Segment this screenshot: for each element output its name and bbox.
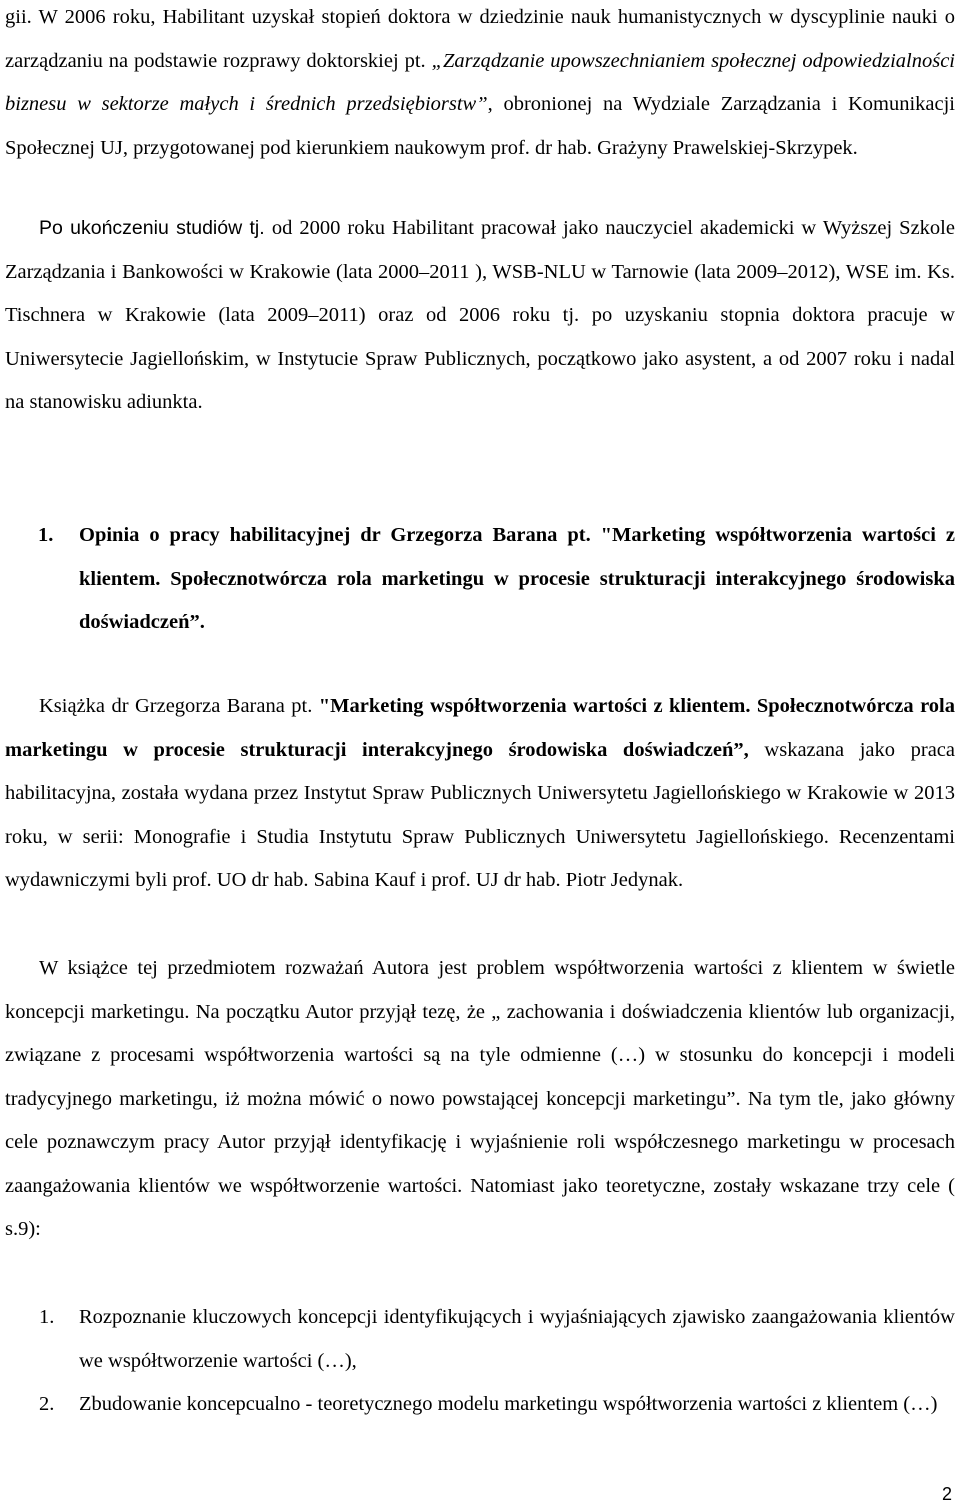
paragraph-text: od 2000 roku Habilitant pracował jako nauczyciel akademicki w Wyższej Szkole Zarządzania i Bankowości w Krakowie (lata 2000–2011 ), WSB-NLU w Tarnowie (lata 2009–2012), WSE im. Ks. Tischnera w Krakowie (lata 2009–2011) oraz od 2006 roku tj. po uzyskaniu stopnia doktora pracuje w Uniwersytecie Jagiellońskim, w Instytucie Spraw Publicznych, początkowo jako asystent, a od 2007 roku i nadal na stanowisku adiunkta. (5, 217, 955, 413)
paragraph-book (5, 685, 955, 903)
section-number: 1. (38, 524, 54, 546)
paragraph-text: gii. W 2006 roku, Habilitant uzyskał stopień doktora w dziedzinie nauk humanistycznych w dyscyplinie nauki o zarządzaniu na podstawie rozprawy doktorskiej pt. (5, 6, 955, 72)
paragraph-doctorate (5, 0, 955, 170)
dissertation-title: „Zarządzanie upowszechnianiem społecznej odpowiedzialności biznesu w sektorze małych i średnich przedsiębiorstw” (5, 49, 955, 115)
paragraph-lead: Po ukończeniu studiów tj. (39, 217, 272, 239)
paragraph-career (5, 207, 955, 425)
paragraph-text: Książka dr Grzegorza Barana pt. (39, 695, 319, 717)
paragraph-text: wskazana jako praca habilitacyjna, została wydana przez Instytut Spraw Publicznych Uniwersytetu Jagiellońskiego w Krakowie w 2013 roku, w serii: Monografie i Studia Instytutu Spraw Publicznych Uniwersytetu Jagiellońskiego. Recenzentami wydawniczymi byli prof. UO dr hab. Sabina Kauf i prof. UJ dr hab. Piotr Jedynak. (5, 738, 955, 891)
paragraph-text: , obronionej na Wydziale Zarządzania i Komunikacji Społecznej UJ, przygotowanej pod kierunkiem naukowym prof. dr hab. Grażyny Prawelskiej-Skrzypek. (5, 93, 956, 159)
list-item-number: 1. (39, 1306, 55, 1328)
list-item-text: Zbudowanie koncepcualno - teoretycznego modelu marketingu współtworzenia wartości z klientem (…) (79, 1393, 938, 1415)
paragraph-goals: W książce tej przedmiotem rozważań Autora jest problem współtworzenia wartości z klientem w świetle koncepcji marketingu. Na początku Autor przyjął tezę, że „ zachowania i doświadczenia klientów lub organizacji, związane z procesami współtworzenia wartości są na tyle odmienne (…) w stosunku do koncepcji i modeli tradycyjnego marketingu, iż można mówić o nowo powstającej koncepcji marketingu”. Na tym tle, jako główny cele poznawczym pracy Autor przyjął identyfikację i wyjaśnienie roli współczesnego marketingu w procesach zaangażowania klientów we współtworzenie wartości. Natomiast jako teoretyczne, zostały wskazane trzy cele ( s.9): (5, 957, 955, 1240)
section-title: Opinia o pracy habilitacyjnej dr Grzegorza Barana pt. "Marketing współtworzenia wartości z klientem. Społecznotwórcza rola marketingu w procesie strukturacji interakcyjnego środowiska doświadczeń”. (79, 524, 955, 633)
list-item (5, 1383, 955, 1427)
list-item-number: 2. (39, 1393, 55, 1415)
list-item-text: Rozpoznanie kluczowych koncepcji identyfikujących i wyjaśniających zjawisko zaangażowania klientów we współtworzenie wartości (…), (79, 1306, 955, 1372)
book-title: "Marketing współtworzenia wartości z klientem. Społecznotwórcza rola marketingu w procesie strukturacji interakcyjnego środowiska doświadczeń”, (5, 695, 955, 761)
list-item (5, 1296, 955, 1383)
page-number: 2 (941, 1484, 952, 1504)
section-heading (5, 514, 955, 645)
goals-list (5, 1296, 955, 1427)
